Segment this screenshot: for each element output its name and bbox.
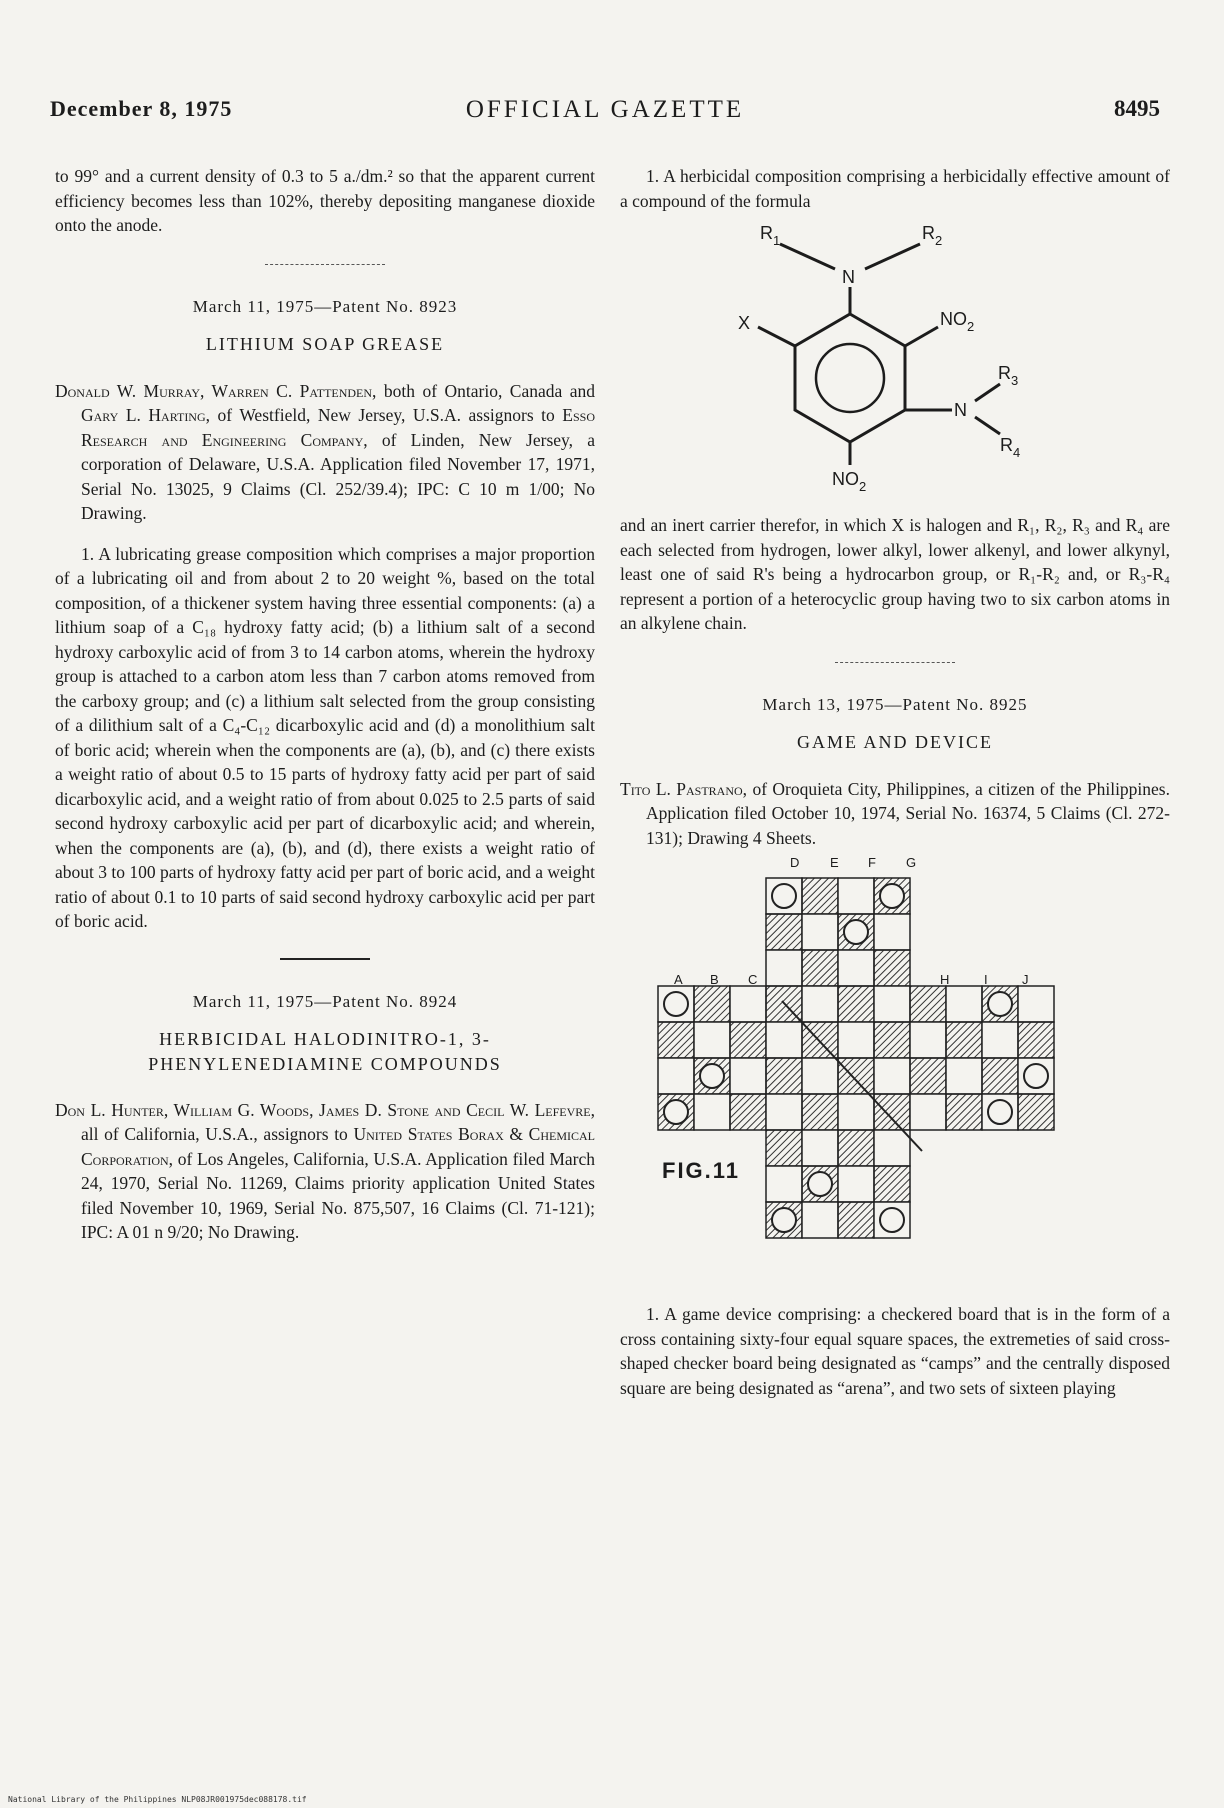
inventor-3-location: of Westfield, New Jersey, U.S.A. assignors to [217, 405, 555, 426]
game-piece [664, 1100, 688, 1124]
bond-r1 [780, 244, 835, 269]
scan-footer: National Library of the Philippines NLP08JR001975dec088178.tif [8, 1795, 307, 1804]
patent-8924-title: HERBICIDAL HALODINITRO-1, 3-PHENYLENEDIAMINE COMPOUNDS [148, 1029, 502, 1074]
divider [835, 662, 955, 663]
label-r3: $R_3$ [998, 363, 1019, 388]
board-square [802, 986, 838, 1022]
board-square [766, 1022, 802, 1058]
column-label-d: D [790, 855, 800, 871]
patent-8924-claim-end: and an inert carrier therefor, in which X is halogen and R₁, R₂, R₃ and R₄ are each selected from hydrogen, lower alkyl, lower alkenyl, and lower alkynyl, least one of said R's being a hydrocarbon group, or R₁-R₂ and, or R₃-R₄ represent a portion of a heterocyclic group having two to six carbon atoms in an alkylene chain. [620, 515, 1170, 633]
inventors-location: all of California, U.S.A., assignors to [81, 1124, 348, 1145]
board-square [838, 950, 874, 986]
board-square [1018, 1022, 1054, 1058]
issue-date: December 8, 1975 [50, 96, 233, 121]
board-square [730, 1094, 766, 1130]
board-square [802, 1202, 838, 1238]
assignee: Esso Research and Engineering Company, [81, 405, 596, 450]
right-column [620, 164, 1170, 1400]
inventor: Tito L. Pastrano, [620, 778, 748, 799]
board-square [766, 1130, 802, 1166]
game-piece [988, 1100, 1012, 1124]
board-square [766, 950, 802, 986]
patent-8925-abstract [620, 777, 1170, 851]
board-square [910, 1022, 946, 1058]
divider [265, 264, 385, 265]
board-square [802, 1130, 838, 1166]
board-square [874, 1130, 910, 1166]
label-r4: $R_4$ [1000, 435, 1021, 460]
game-piece [772, 884, 796, 908]
patent-8924-claim-start: 1. A herbicidal composition comprising a herbicidally effective amount of a compound of the formula [620, 166, 1170, 211]
column-label-h: H [940, 972, 950, 988]
board-square [910, 1058, 946, 1094]
label-no2-side: $NO_2$ [940, 309, 975, 334]
board-square [730, 1058, 766, 1094]
patent-8923-abstract [55, 379, 595, 526]
board-square [946, 1058, 982, 1094]
inventors: Don L. Hunter, William G. Woods, James D. Stone and Cecil W. Lefevre, [55, 1099, 595, 1120]
column-label-a: A [674, 972, 683, 988]
board-square [946, 1094, 982, 1130]
page-number: 8495 [1114, 96, 1160, 121]
board-square [874, 950, 910, 986]
patent-8923-title: LITHIUM SOAP GREASE [205, 334, 445, 355]
game-piece [880, 884, 904, 908]
board-square [694, 1094, 730, 1130]
board-square [802, 950, 838, 986]
board-square [946, 1022, 982, 1058]
board-square [802, 914, 838, 950]
board-square [874, 986, 910, 1022]
board-square [946, 986, 982, 1022]
board-square [874, 1166, 910, 1202]
column-label-c: C [748, 972, 758, 988]
chemical-formula [690, 219, 1110, 499]
board-square [658, 1022, 694, 1058]
bond-r2 [865, 244, 920, 269]
column-label-j: J [1022, 972, 1029, 988]
game-piece [664, 992, 688, 1016]
label-x: X [738, 313, 751, 333]
board-square [1018, 1094, 1054, 1130]
label-r2: $R_2$ [922, 223, 943, 248]
cross-checkerboard [650, 858, 1120, 1288]
board-square [694, 1022, 730, 1058]
board-square [838, 986, 874, 1022]
board-square [838, 1022, 874, 1058]
bond-r4 [975, 417, 1000, 434]
board-square [766, 1166, 802, 1202]
benzene-ring [795, 314, 905, 442]
board-square [838, 1166, 874, 1202]
patent-8925-claim: 1. A game device comprising: a checkered board that is in the form of a cross containing sixty-four equal square spaces, the extremeties of said cross-shaped checker board being designated as “camps” and the centrally disposed square are being designated as “arena”, and two sets of sixteen playing [620, 1304, 1170, 1398]
continuation-text: to 99° and a current density of 0.3 to 5 a./dm.² so that the apparent current efficiency becomes less than 102%, thereby depositing manganese dioxide onto the anode. [55, 166, 595, 235]
board-square [838, 1202, 874, 1238]
board-square [838, 1058, 874, 1094]
board-square [874, 1094, 910, 1130]
column-label-e: E [830, 855, 839, 871]
board-square [982, 1058, 1018, 1094]
inventors-location: both of Ontario, Canada and [383, 380, 596, 401]
bond-x [758, 327, 795, 346]
column-label-i: I [984, 972, 988, 988]
patent-8925-line: March 13, 1975—Patent No. 8925 [762, 694, 1028, 714]
board-square [802, 1094, 838, 1130]
assignee: United States Borax & Chemical Corporation, [81, 1124, 595, 1169]
board-square [802, 1058, 838, 1094]
board-square [1018, 986, 1054, 1022]
game-piece [772, 1208, 796, 1232]
patent-8924-line: March 11, 1975—Patent No. 8924 [192, 991, 458, 1011]
game-board-figure [650, 855, 1120, 1288]
application-details: of Linden, New Jersey, a corporation of Delaware, U.S.A. Application filed November 17, 1971, Serial No. 13025, 9 Claims (Cl. 252/39.4); IPC: C 10 m 1/00; No Drawing. [81, 429, 595, 524]
publication-title: OFFICIAL GAZETTE [465, 96, 745, 123]
board-square [766, 1094, 802, 1130]
board-square [874, 1058, 910, 1094]
board-square [982, 1022, 1018, 1058]
board-square [694, 986, 730, 1022]
left-column [55, 164, 595, 1245]
board-square [766, 1058, 802, 1094]
column-label-b: B [710, 972, 719, 988]
inventors: Donald W. Murray, Warren C. Pattenden, [55, 380, 377, 401]
column-label-g: G [906, 855, 917, 871]
application-details: of Oroquieta City, Philippines, a citizen of the Philippines. Application filed October 10, 1974, Serial No. 16374, 5 Claims (Cl. 272-131); Drawing 4 Sheets. [646, 778, 1170, 848]
board-square [766, 914, 802, 950]
board-square [910, 1094, 946, 1130]
aromatic-circle [816, 344, 884, 412]
board-square [658, 1058, 694, 1094]
label-n-top: N [842, 267, 855, 287]
board-square [910, 986, 946, 1022]
game-piece [700, 1064, 724, 1088]
inventor-3: Gary L. Harting, [81, 405, 211, 426]
game-piece [808, 1172, 832, 1196]
divider [280, 958, 370, 960]
bond-no2-side [905, 327, 938, 346]
game-piece [988, 992, 1012, 1016]
board-square [802, 878, 838, 914]
patent-8923-claim: 1. A lubricating grease composition which comprises a major proportion of a lubricating oil and from about 2 to 20 weight %, based on the total composition, of a thickener system having three essential components: (a) a lithium soap of a C₁₈ hydroxy fatty acid; (b) a lithium salt of a second hydroxy carboxylic acid of from 3 to 14 carbon atoms, wherein the hydroxy group is attached to a carbon atom less than 7 carbon atoms removed from the carboxy group; and (c) a lithium salt selected from the group consisting of a dilithium salt of a C₄-C₁₂ dicarboxylic acid and (d) a monolithium salt of boric acid; wherein when the components are (a), (b), and (c) there exists a weight ratio of about 0.5 to 15 parts of hydroxy fatty acid per part of said dicarboxylic acid, and a weight ratio of from about 0.025 to 2.5 parts of said second hydroxy carboxylic acid per part of dicarboxylic acid; and wherein, when the components are (a), (b), and (d), there exists a weight ratio of about 3 to 100 parts of hydroxy fatty acid per part of boric acid, and a weight ratio of about 0.1 to 10 parts of said second hydroxy carboxylic acid per part of boric acid. [55, 543, 595, 932]
column-label-f: F [868, 855, 876, 871]
board-square [838, 878, 874, 914]
patent-8924-abstract [55, 1098, 595, 1245]
board-square [874, 1022, 910, 1058]
board-square [838, 1130, 874, 1166]
label-r1: $R_1$ [760, 223, 781, 248]
patent-8923-line: March 11, 1975—Patent No. 8923 [192, 296, 458, 316]
board-square [838, 1094, 874, 1130]
game-piece [1024, 1064, 1048, 1088]
patent-8925-title: GAME AND DEVICE [797, 732, 993, 753]
game-piece [844, 920, 868, 944]
board-square [730, 986, 766, 1022]
page-header [50, 96, 1160, 132]
figure-label: FIG.11 [662, 1158, 741, 1184]
board-square [874, 914, 910, 950]
bond-r3 [975, 384, 1000, 401]
game-piece [880, 1208, 904, 1232]
label-n-right: N [954, 400, 967, 420]
board-square [730, 1022, 766, 1058]
label-no2-bottom: $NO_2$ [832, 469, 867, 494]
application-details: of Los Angeles, California, U.S.A. Application filed March 24, 1970, Serial No. 11269, Claims priority application United States filed November 10, 1969, Serial No. 875,507, 16 Claims (Cl. 71-121); IPC: A 01 n 9/20; No Drawing. [81, 1148, 595, 1243]
